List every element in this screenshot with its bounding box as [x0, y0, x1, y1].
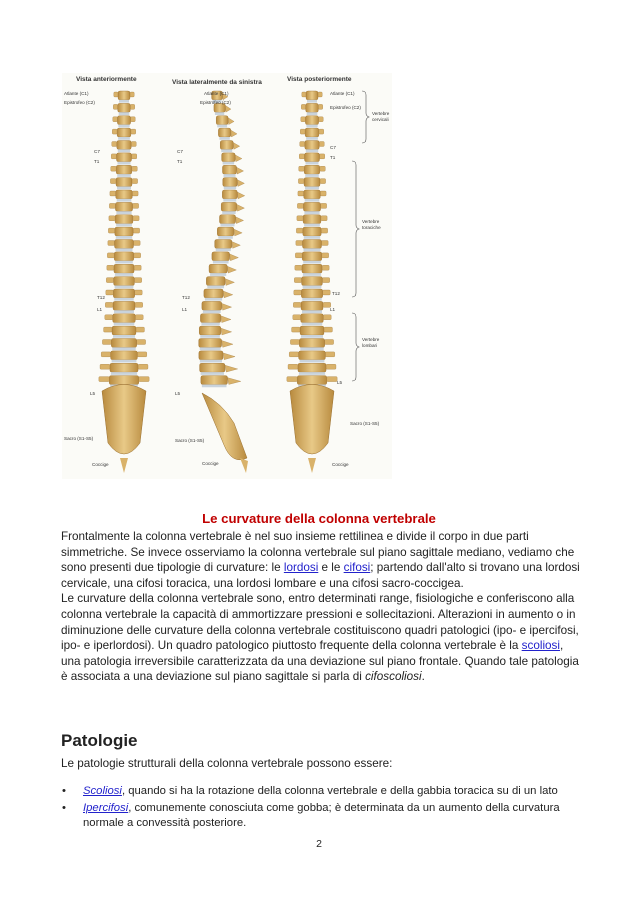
label-l1-lat: L1 [182, 307, 188, 312]
link-ipercifosi-item[interactable]: Ipercifosi [83, 802, 129, 814]
paragraph2-text-a: Le curvature della colonna vertebrale sono, entro determinati range, fisiologiche e conferiscono alla colonna vertebrale la capacità di ammortizzare pressioni e sollecitazioni. Alterazioni in aumento o in diminuzione delle curvature della colonna vertebrale costituiscono quadri patologici (ipo- e ipercifosi, ipo- e iperlordosi). Un quadro patologico piuttosto frequente della colonna vertebrale è la [61, 592, 579, 653]
label-epistrofeo-lat: Epistrofeo (C2) [200, 100, 231, 105]
figure-header-lateral: Vista lateralmente da sinistra [172, 79, 262, 86]
bullet-icon: • [62, 785, 66, 797]
paragraph1-text-c: ; partendo dall'alto si trovano una lordosi cervicale, una cifosi toracica, una lordosi lombare e una cifosi sacro-coccigea. [61, 561, 580, 590]
link-lordosi[interactable]: lordosi [283, 561, 319, 575]
list-item-text: , comunemente conosciuta come gobba; è determinata da un aumento della curvatura normale a convessità posteriore. [83, 802, 560, 829]
list-item [61, 801, 581, 831]
list-item [61, 784, 581, 799]
label-t12-lat: T12 [182, 295, 190, 300]
label-l1-ant: L1 [97, 307, 103, 312]
section-title-patologie: Patologie [61, 731, 138, 750]
label-l5-lat: L5 [175, 391, 181, 396]
label-l5-post: L5 [337, 380, 343, 385]
label-l1-post: L1 [330, 307, 336, 312]
section-intro: Le patologie strutturali della colonna vertebrale possono essere: [61, 757, 393, 770]
figure-caption-title: Le curvature della colonna vertebrale [202, 511, 436, 526]
region-cervicali-label: Vertebre cervicali [372, 111, 390, 122]
label-coccige-ant: Coccige [92, 462, 109, 467]
label-t12-ant: T12 [97, 295, 105, 300]
label-epistrofeo-post: Epistrofeo (C2) [330, 105, 361, 110]
label-coccige-post: Coccige [332, 462, 349, 467]
term-cifoscoliosi: cifoscoliosi [365, 670, 422, 684]
paragraph1-text-a: Frontalmente la colonna vertebrale è nel suo insieme rettilinea e divide il corpo in due parti simmetriche. Se invece osserviamo la colonna vertebrale sul piano sagittale mediano, vediamo che sono presenti due tipologie di curvature: le [61, 530, 575, 575]
label-atlante-ant: Atlante (C1) [64, 91, 89, 96]
figure-header-posterior: Vista posteriormente [287, 76, 352, 83]
label-atlante-post: Atlante (C1) [330, 91, 355, 96]
figure-header-anterior: Vista anteriormente [76, 76, 137, 83]
label-coccige-lat: Coccige [202, 461, 219, 466]
label-c7-lat: C7 [177, 149, 183, 154]
label-t1-post: T1 [330, 155, 336, 160]
label-epistrofeo-ant: Epistrofeo (C2) [64, 100, 95, 105]
region-lombari-label: Vertebre lombari [362, 337, 380, 348]
paragraph-curvature-intro [61, 529, 581, 685]
page-number: 2 [316, 838, 322, 850]
label-l5-ant: L5 [90, 391, 96, 396]
spine-anterior-view [99, 91, 149, 473]
link-scoliosi[interactable]: scoliosi [521, 639, 560, 653]
paragraph2-text-c: . [421, 670, 425, 684]
link-scoliosi-item[interactable]: Scoliosi [83, 785, 122, 797]
label-t12-post: T12 [332, 291, 340, 296]
label-sacro-post: Sacro (S1-S5) [350, 421, 380, 426]
region-toraciche-label: Vertebre toraciche [362, 219, 381, 230]
link-cifosi[interactable]: cifosi [343, 561, 371, 575]
patologie-list [61, 784, 581, 833]
label-c7-ant: C7 [94, 149, 100, 154]
label-t1-ant: T1 [94, 159, 100, 164]
list-item-text: , quando si ha la rotazione della colonna vertebrale e della gabbia toracica su di un lato [121, 785, 558, 797]
bullet-icon: • [62, 802, 66, 814]
label-sacro-ant: Sacro (S1-S5) [64, 436, 94, 441]
label-atlante-lat: Atlante (C1) [204, 91, 229, 96]
paragraph2-text-b: , una patologia irreversibile caratterizzata da una deviazione sul piano frontale. Quando tale patologia è associata a una deviazione sul piano sagittale si parla di [61, 639, 579, 684]
spine-illustration [62, 73, 392, 479]
paragraph1-text-b: e le [318, 561, 344, 575]
label-sacro-lat: Sacro (S1-S5) [175, 438, 205, 443]
spine-lateral-view [199, 91, 248, 473]
label-c7-post: C7 [330, 145, 336, 150]
label-t1-lat: T1 [177, 159, 183, 164]
